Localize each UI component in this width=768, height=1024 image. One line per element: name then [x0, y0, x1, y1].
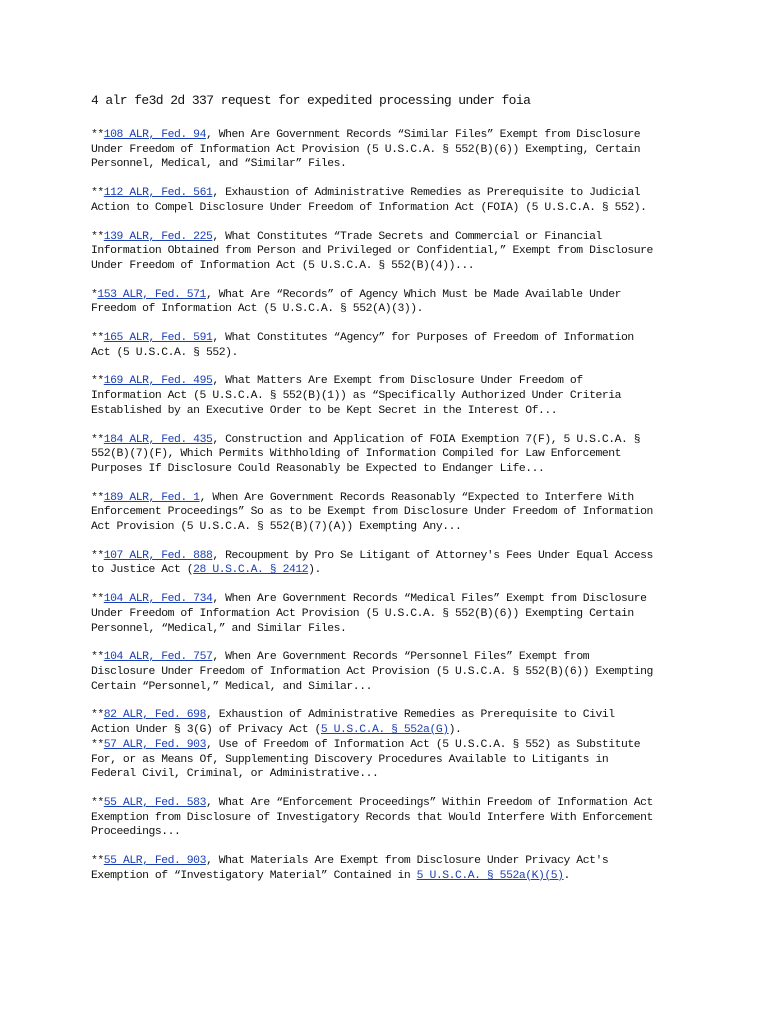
citation-link[interactable]: 55 ALR, Fed. 583: [103, 796, 206, 809]
entry-prefix: **: [91, 855, 104, 868]
entry-text: , When Are Government Records Reasonably “Expected to Interfere With Enforcement Proceedings” So as to be Exempt from Disclosure Under Freedom of Information Act Provision (5 U.S.C.A. § 552(B)(7)(A)) Exempting Any...: [91, 491, 653, 534]
entry-text: , Exhaustion of Administrative Remedies as Prerequisite to Civil Action Under § 3(G) of Privacy Act (: [91, 709, 615, 737]
entry-prefix: **: [91, 549, 104, 562]
citation-link[interactable]: 184 ALR, Fed. 435: [103, 433, 213, 446]
annotation-entry: [91, 549, 691, 578]
annotation-entry: [91, 650, 691, 694]
entry-text: , When Are Government Records “Similar Files” Exempt from Disclosure Under Freedom of Information Act Provision (5 U.S.C.A. § 552(B)(6)) Exempting, Certain Personnel, Medical, and “Similar” Files.: [91, 129, 641, 171]
entry-prefix: *: [91, 288, 98, 301]
citation-link[interactable]: 55 ALR, Fed. 903: [103, 855, 206, 868]
entry-text: , What Constitutes “Trade Secrets and Commercial or Financial Information Obtained from Person and Privileged or Confidential,” Exempt from Disclosure Under Freedom of Information Act (5 U.S.C.A. § 552(B)(4))...: [91, 230, 653, 272]
document-title: 4 alr fe3d 2d 337 request for expedited processing under foia: [91, 93, 531, 108]
entry-prefix: **: [91, 187, 104, 200]
entry-text: , When Are Government Records “Personnel Files” Exempt from Disclosure Under Freedom of Information Act Provision (5 U.S.C.A. § 552(B)(6)) Exempting Certain “Personnel,” Medical, and Similar...: [91, 651, 653, 693]
citation-link[interactable]: 112 ALR, Fed. 561: [103, 187, 213, 200]
citation-link[interactable]: 107 ALR, Fed. 888: [103, 549, 213, 562]
citation-link[interactable]: 108 ALR, Fed. 94: [103, 129, 206, 141]
annotation-entry: [91, 374, 691, 418]
entry-suffix: .: [563, 869, 570, 882]
entry-suffix: ).: [308, 564, 321, 577]
annotation-entry: [91, 491, 691, 535]
annotation-entry: [91, 288, 691, 317]
entry-text: , What Are “Records” of Agency Which Must be Made Available Under Freedom of Information Act (5 U.S.C.A. § 552(A)(3)).: [91, 288, 622, 316]
entry-text: , What Materials Are Exempt from Disclosure Under Privacy Act's Exemption of “Investigatory Material” Contained in: [91, 855, 609, 882]
citation-link[interactable]: 169 ALR, Fed. 495: [103, 375, 213, 388]
annotation-entry: [91, 128, 691, 172]
document-page: [91, 93, 691, 897]
entry-text: , Recoupment by Pro Se Litigant of Attorney's Fees Under Equal Access to Justice Act (: [91, 549, 653, 577]
annotation-entry: [91, 708, 691, 737]
statute-link[interactable]: 28 U.S.C.A. § 2412: [193, 564, 309, 577]
citation-link[interactable]: 104 ALR, Fed. 734: [103, 593, 213, 606]
entry-prefix: **: [91, 129, 104, 141]
entry-prefix: **: [91, 651, 104, 664]
entry-text: , What Are “Enforcement Proceedings” Within Freedom of Information Act Exemption from Disclosure of Investigatory Records that Would Interfere With Enforcement Proceedings...: [91, 796, 653, 839]
citation-link[interactable]: 165 ALR, Fed. 591: [103, 332, 213, 345]
annotation-entry: [91, 433, 691, 477]
entry-text: , Exhaustion of Administrative Remedies as Prerequisite to Judicial Action to Compel Disclosure Under Freedom of Information Act (FOIA) (5 U.S.C.A. § 552).: [91, 187, 647, 214]
entry-prefix: **: [91, 709, 104, 722]
entry-prefix: **: [91, 332, 104, 345]
citation-link[interactable]: 57 ALR, Fed. 903: [103, 738, 206, 751]
entry-prefix: **: [91, 796, 104, 809]
annotation-entry: [91, 796, 691, 840]
entry-text: , What Constitutes “Agency” for Purposes of Freedom of Information Act (5 U.S.C.A. § 552).: [91, 332, 634, 359]
citation-link[interactable]: 82 ALR, Fed. 698: [103, 709, 206, 722]
annotation-entry: [91, 331, 691, 360]
entry-text: , What Matters Are Exempt from Disclosure Under Freedom of Information Act (5 U.S.C.A. § 552(B)(1)) as “Specifically Authorized Under Criteria Established by an Executive Order to be Kept Secret in the Interest Of...: [91, 375, 621, 417]
statute-link[interactable]: 5 U.S.C.A. § 552a(K)(5): [416, 869, 564, 882]
entry-text: , Use of Freedom of Information Act (5 U.S.C.A. § 552) as Substitute For, or as Means Of, Supplementing Discovery Procedures Available to Litigants in Federal Civil, Criminal, or Administrative...: [91, 738, 641, 781]
citation-link[interactable]: 189 ALR, Fed. 1: [103, 491, 200, 504]
statute-link[interactable]: 5 U.S.C.A. § 552a(G): [320, 724, 449, 737]
entry-prefix: **: [91, 433, 104, 446]
entry-prefix: **: [91, 491, 104, 504]
annotation-entry: [91, 186, 691, 215]
entry-prefix: **: [91, 375, 104, 388]
citation-link[interactable]: 139 ALR, Fed. 225: [103, 230, 213, 243]
annotation-entry: [91, 738, 691, 782]
annotation-entry: [91, 854, 691, 883]
entry-suffix: ).: [448, 724, 462, 737]
entry-text: , Construction and Application of FOIA Exemption 7(F), 5 U.S.C.A. § 552(B)(7)(F), Which Permits Withholding of Information Compiled for Law Enforcement Purposes If Disclosure Could Reasonably be Expected to Endanger Life...: [91, 433, 641, 475]
annotation-entry: [91, 230, 691, 274]
annotation-entry: [91, 592, 691, 636]
entry-prefix: **: [91, 230, 104, 243]
entry-text: , When Are Government Records “Medical Files” Exempt from Disclosure Under Freedom of Information Act Provision (5 U.S.C.A. § 552(B)(6)) Exempting Certain Personnel, “Medical,” and Similar Files.: [91, 593, 647, 635]
entry-prefix: **: [91, 738, 104, 751]
entry-prefix: **: [91, 593, 104, 606]
citation-link[interactable]: 104 ALR, Fed. 757: [103, 651, 213, 664]
citation-link[interactable]: 153 ALR, Fed. 571: [97, 288, 206, 301]
